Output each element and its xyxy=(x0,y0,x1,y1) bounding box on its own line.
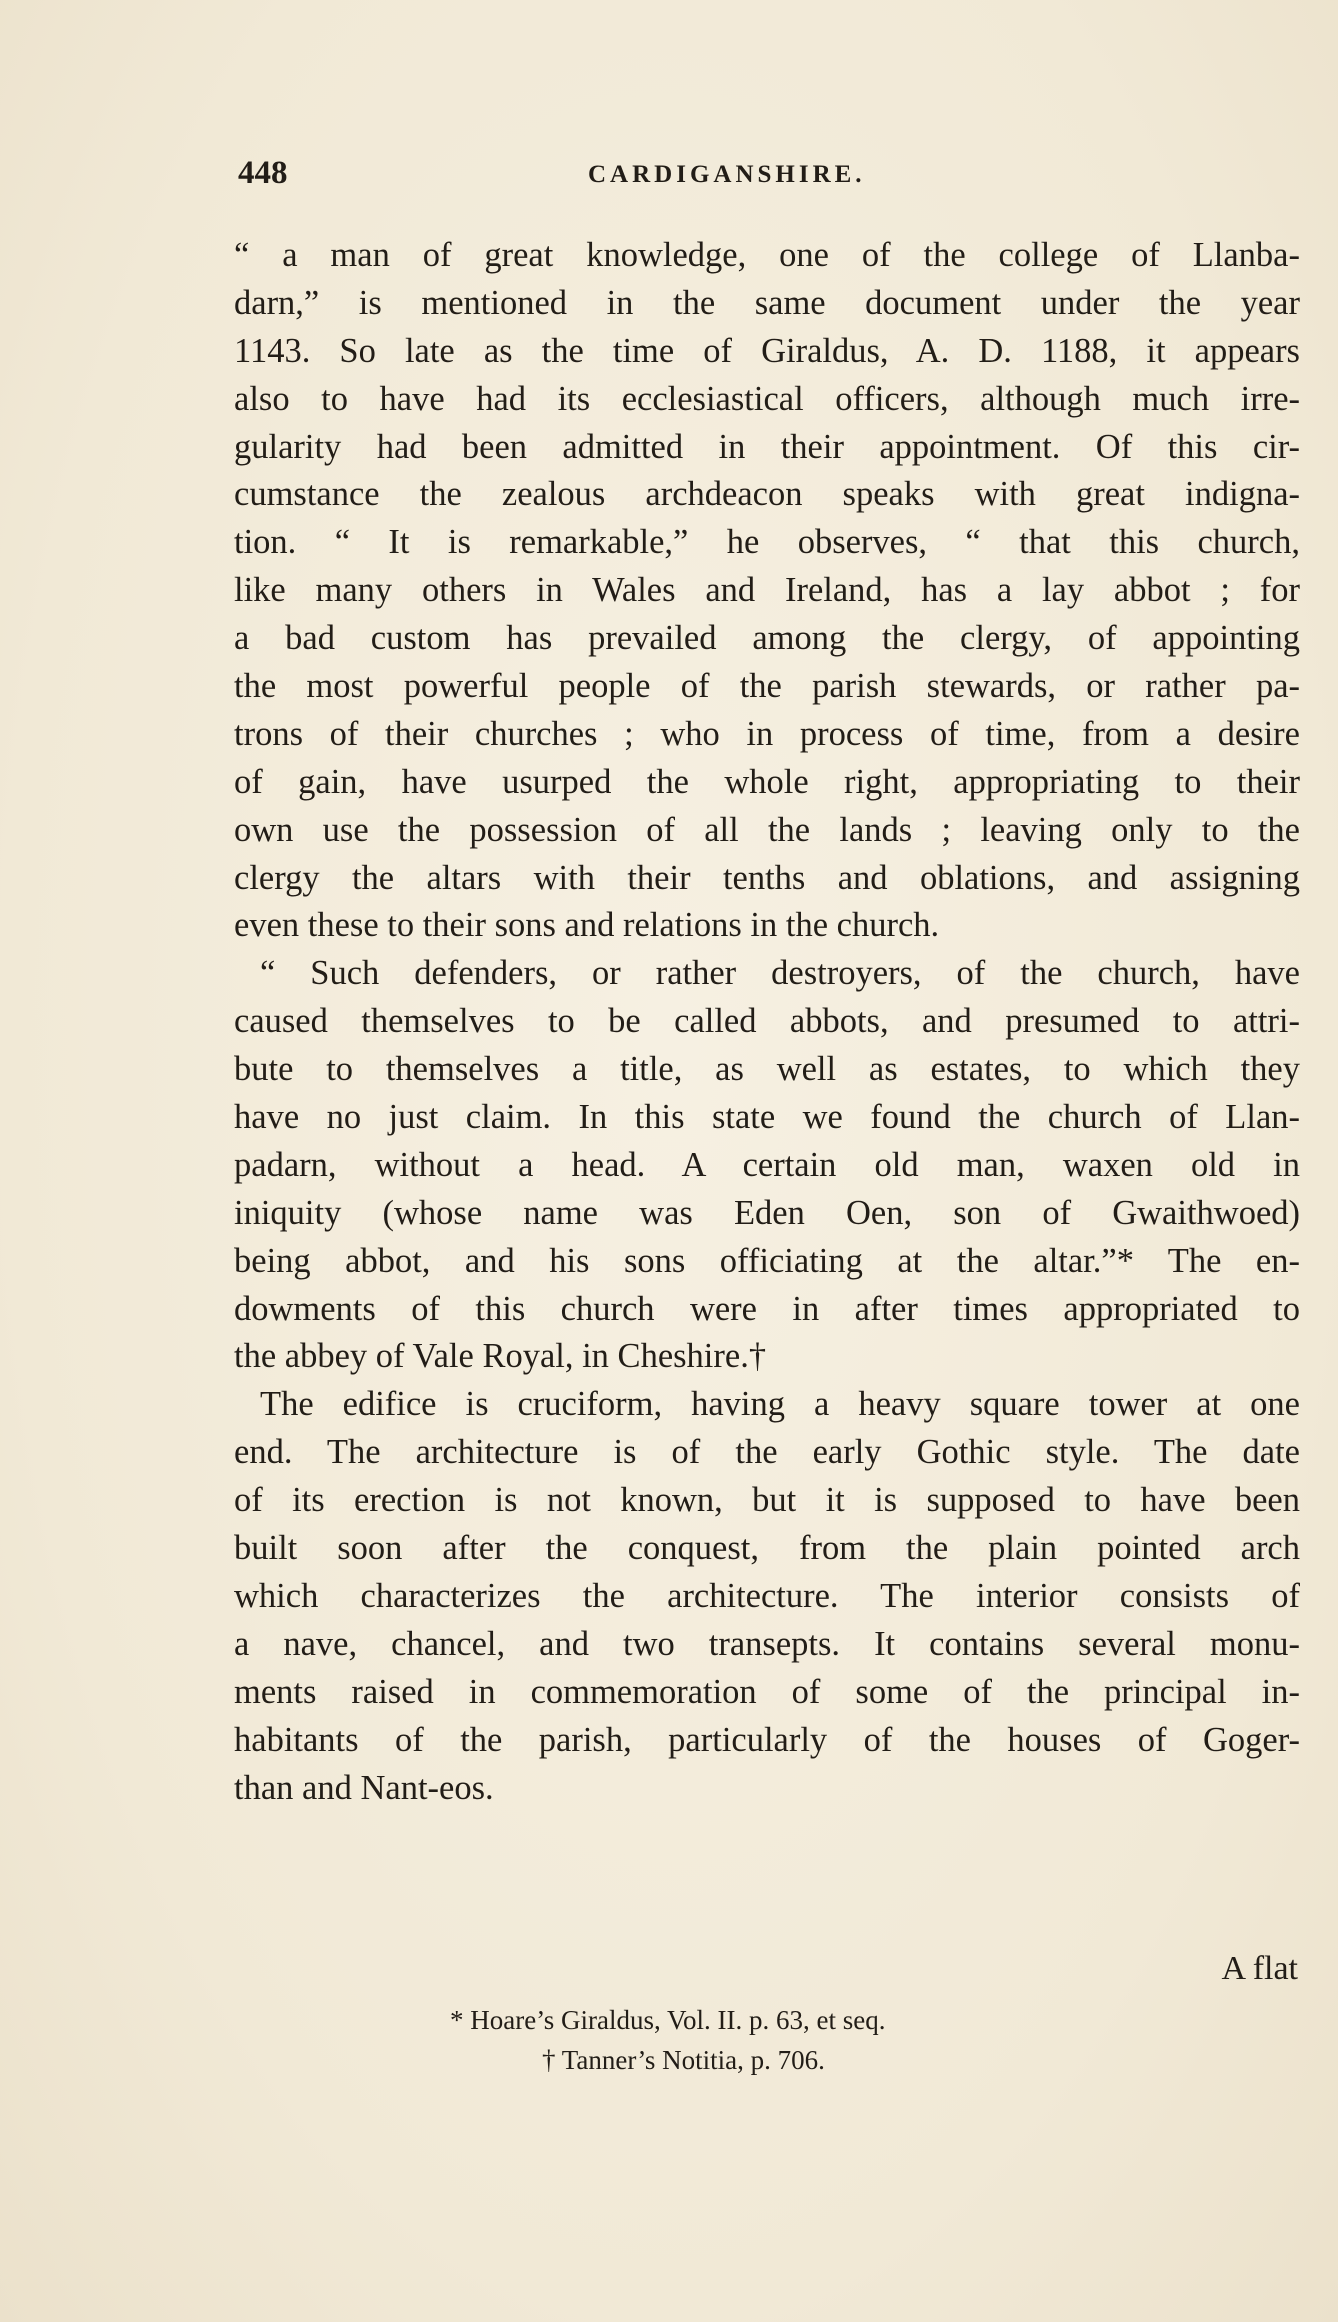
text-line: 1143. So late as the time of Giraldus, A. D. 1188, it appears xyxy=(234,331,1300,370)
catchword: A flat xyxy=(1221,1950,1298,1987)
text-line: a bad custom has prevailed among the clergy, of appointing xyxy=(234,619,1300,658)
body-text xyxy=(234,232,1300,1812)
text-line: habitants of the parish, particularly of the houses of Goger- xyxy=(234,1720,1300,1759)
text-line: padarn, without a head. A certain old man, waxen old in xyxy=(234,1145,1300,1184)
text-line: bute to themselves a title, as well as estates, to which they xyxy=(234,1050,1300,1089)
text-line: cumstance the zealous archdeacon speaks with great indigna- xyxy=(234,475,1300,514)
text-line: end. The architecture is of the early Gothic style. The date xyxy=(234,1433,1300,1472)
text-line: which characterizes the architecture. The interior consists of xyxy=(234,1576,1300,1615)
text-line: the most powerful people of the parish stewards, or rather pa- xyxy=(234,667,1300,706)
text-line: iniquity (whose name was Eden Oen, son of Gwaithwoed) xyxy=(234,1193,1300,1232)
text-line: tion. “ It is remarkable,” he observes, “ that this church, xyxy=(234,523,1300,562)
text-line: “ a man of great knowledge, one of the college of Llanba- xyxy=(234,236,1300,274)
footnotes xyxy=(450,2000,1150,2080)
page-header xyxy=(238,155,1300,195)
text-line: a nave, chancel, and two transepts. It contains several monu- xyxy=(234,1624,1300,1663)
text-line: own use the possession of all the lands ; leaving only to the xyxy=(234,810,1300,849)
text-line: of its erection is not known, but it is supposed to have been xyxy=(234,1481,1300,1520)
text-line: even these to their sons and relations in the church. xyxy=(234,906,940,945)
text-line: darn,” is mentioned in the same document under the year xyxy=(234,283,1300,322)
text-line: caused themselves to be called abbots, and presumed to attri- xyxy=(234,1002,1300,1041)
text-line: clergy the altars with their tenths and oblations, and assigning xyxy=(234,858,1300,897)
text-line: than and Nant-eos. xyxy=(234,1768,494,1807)
text-line: ments raised in commemoration of some of the principal in- xyxy=(234,1672,1300,1711)
text-line: The edifice is cruciform, having a heavy square tower at one xyxy=(260,1385,1300,1424)
text-line: gularity had been admitted in their appointment. Of this cir- xyxy=(234,427,1300,466)
footnote: * Hoare’s Giraldus, Vol. II. p. 63, et seq. xyxy=(450,2005,886,2035)
text-line: also to have had its ecclesiastical officers, although much irre- xyxy=(234,379,1300,418)
text-line: have no just claim. In this state we found the church of Llan- xyxy=(234,1098,1300,1137)
text-line: “ Such defenders, or rather destroyers, of the church, have xyxy=(260,954,1300,993)
running-head: CARDIGANSHIRE. xyxy=(588,161,866,188)
footnote: † Tanner’s Notitia, p. 706. xyxy=(542,2045,825,2075)
text-line: being abbot, and his sons officiating at the altar.”* The en- xyxy=(234,1241,1300,1280)
text-line: built soon after the conquest, from the plain pointed arch xyxy=(234,1529,1300,1568)
text-line: of gain, have usurped the whole right, appropriating to their xyxy=(234,762,1300,801)
text-line: the abbey of Vale Royal, in Cheshire.† xyxy=(234,1337,767,1376)
page-number: 448 xyxy=(238,155,288,191)
text-line: like many others in Wales and Ireland, has a lay abbot ; for xyxy=(234,571,1300,610)
text-line: trons of their churches ; who in process of time, from a desire xyxy=(234,714,1300,753)
text-line: dowments of this church were in after times appropriated to xyxy=(234,1289,1300,1328)
